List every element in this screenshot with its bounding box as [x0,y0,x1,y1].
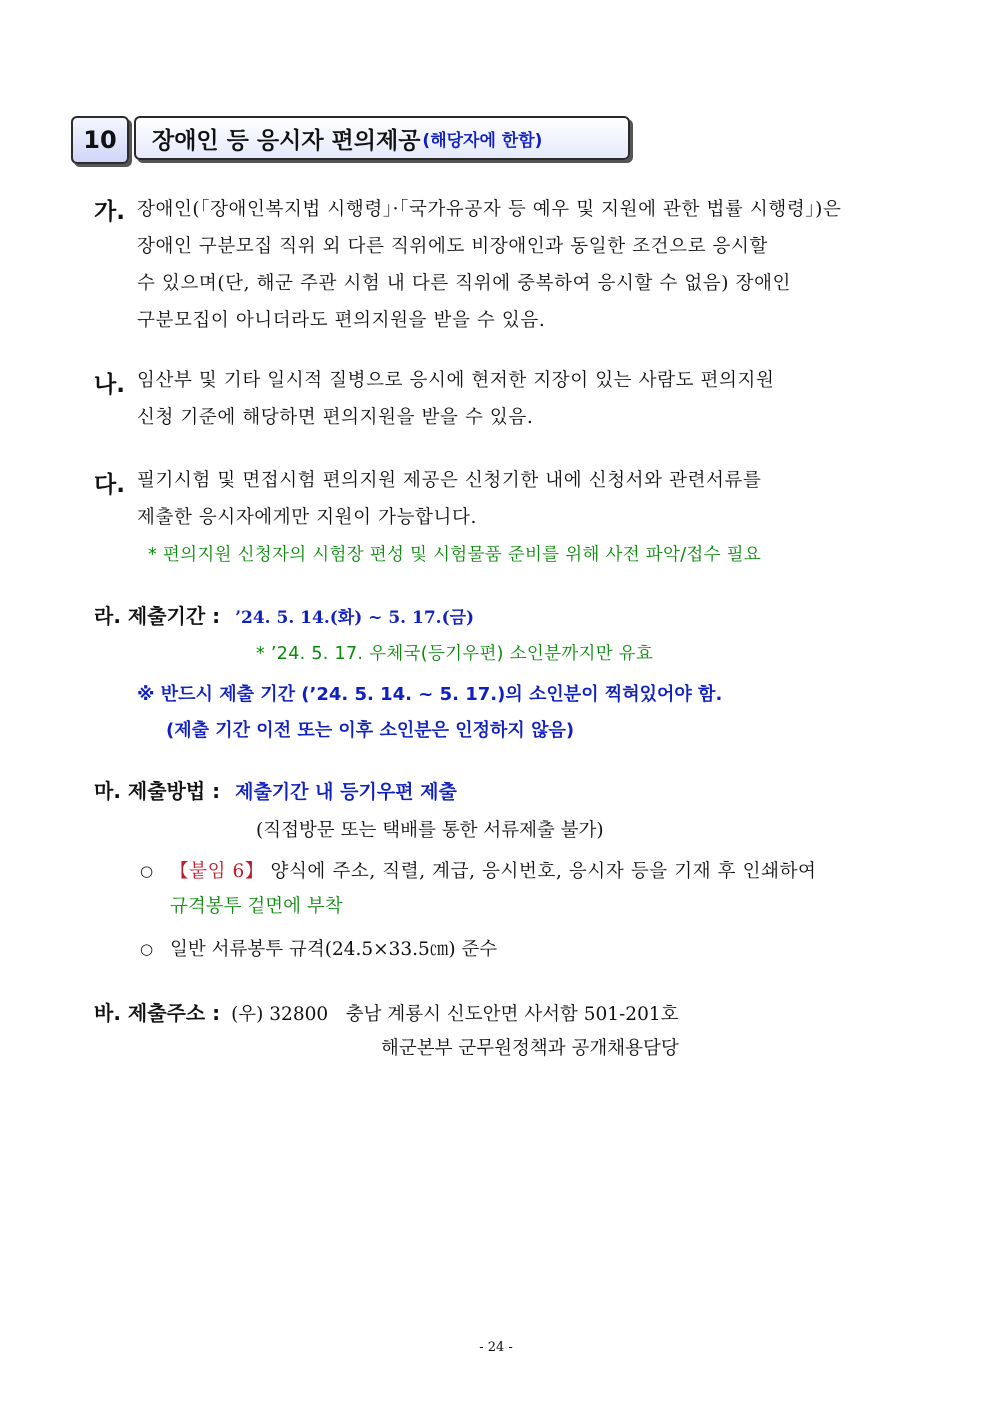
item-ba-address-2: 해군본부 군무원정책과 공개채용담당 [381,1038,679,1059]
item-ga-line: 수 있으며(단, 해군 주관 시험 내 다른 직위에 중복하여 응시할 수 없음) 장애인 [137,273,792,294]
item-da-note: * 편의지원 신청자의 시험장 편성 및 시험물품 준비를 위해 사전 파악/접수 필요 [148,545,762,565]
item-da-paragraph [137,462,921,536]
item-da-line: 필기시험 및 면접시험 편의지원 제공은 신청기한 내에 신청서와 관련서류를 [137,470,762,491]
item-ma-bullet-1-cont: 규격봉투 겉면에 부착 [170,896,343,917]
item-ba-heading [94,997,679,1026]
item-ra-heading [94,600,474,629]
section-title-box [134,116,630,160]
item-ga-line: 장애인 구분모집 직위 외 다른 직위에도 비장애인과 동일한 조건으로 응시할 [137,236,768,257]
item-da-line: 제출한 응시자에게만 지원이 가능합니다. [137,507,477,528]
item-na-line: 신청 기준에 해당하면 편의지원을 받을 수 있음. [137,407,534,428]
item-ma-label: 마. 제출방법 : [94,779,221,803]
section-number: 10 [71,116,129,164]
attachment-tag: 【붙임 6】 [170,861,264,882]
section-title: 장애인 등 응시자 편의제공 [152,127,421,154]
item-ba-label: 바. 제출주소 : [94,1001,221,1025]
item-na-paragraph [137,362,921,436]
item-ma-bullet-1-text: 양식에 주소, 직렬, 계급, 응시번호, 응시자 등을 기재 후 인쇄하여 [270,861,817,882]
item-ra-warning-1: ※ 반드시 제출 기간 (’24. 5. 14. ~ 5. 17.)의 소인분이 찍혀있어야 함. [137,684,723,705]
item-ra-label: 라. 제출기간 : [94,604,221,628]
item-ga-line: 장애인(「장애인복지법 시행령」·「국가유공자 등 예우 및 지원에 관한 법률 시행령」)은 [137,199,842,220]
item-ga-marker: 가. [94,199,125,225]
item-ba-address-1: (우) 32800 충남 계룡시 신도안면 사서함 501-201호 [231,1004,679,1025]
item-ra-value: ’24. 5. 14.(화) ~ 5. 17.(금) [235,608,475,628]
item-ma-bullet-1 [170,857,817,883]
item-na-marker: 나. [94,372,125,398]
item-ma-heading [94,775,457,804]
item-ma-sub: (직접방문 또는 택배를 통한 서류제출 불가) [256,820,604,841]
item-ma-value: 제출기간 내 등기우편 제출 [235,781,457,803]
section-subtitle: (해당자에 한함) [422,130,543,151]
item-ma-bullet-2: 일반 서류봉투 규격(24.5×33.5㎝) 준수 [170,939,498,960]
item-na-line: 임산부 및 기타 일시적 질병으로 응시에 현저한 지장이 있는 사람도 편의지원 [137,370,775,391]
bullet-circle-icon: ○ [140,940,154,958]
page-number: - 24 - [479,1340,513,1355]
bullet-circle-icon: ○ [140,862,154,880]
item-ga-paragraph [137,191,921,339]
item-ga-line: 구분모집이 아니더라도 편의지원을 받을 수 있음. [137,310,546,331]
item-ra-note: * ’24. 5. 17. 우체국(등기우편) 소인분까지만 유효 [256,644,654,664]
item-da-marker: 다. [94,472,125,498]
item-ra-warning-2: (제출 기간 이전 또는 이후 소인분은 인정하지 않음) [166,720,575,741]
